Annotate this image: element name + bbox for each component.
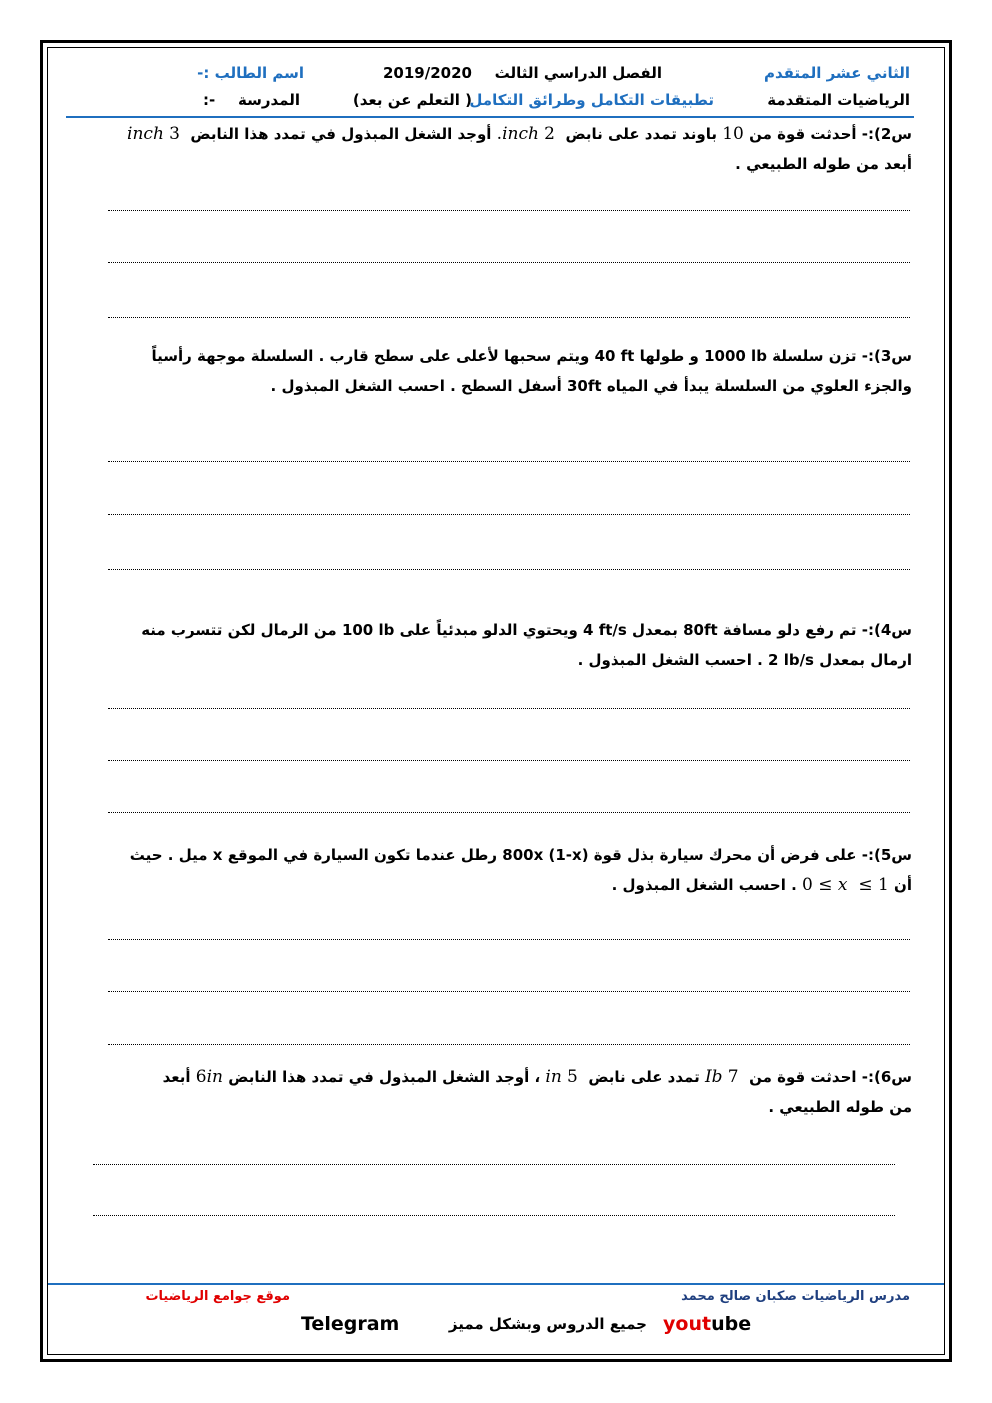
answer-line <box>108 210 910 211</box>
student-name-label: اسم الطالب :- <box>197 64 304 82</box>
question-5-variable: x <box>212 846 223 864</box>
header-divider <box>66 116 914 118</box>
answer-line <box>93 1164 895 1165</box>
youtube-label: youtube <box>663 1313 752 1335</box>
answer-line <box>108 760 910 761</box>
teacher-name: مدرس الرياضيات صكبان صالح محمد <box>681 1289 910 1304</box>
question-4 <box>72 615 912 675</box>
question-6-label: س6):- <box>861 1068 912 1086</box>
question-6-stretch: 5 <box>567 1067 578 1087</box>
question-2-extend-unit: inch <box>127 124 164 144</box>
question-5-label: س5):- <box>861 846 912 864</box>
question-3-weight: 1000 lb <box>704 347 767 365</box>
question-2 <box>72 119 912 179</box>
question-4-rate: 2 lb/s <box>768 651 814 669</box>
telegram-label: Telegram <box>301 1313 400 1335</box>
question-3-line-2: والجزء العلوي من السلسلة يبدأ في المياه 30ft أسفل السطح . احسب الشغل المبذول . <box>270 377 912 395</box>
footer-divider <box>48 1283 944 1285</box>
question-4-line-1: س4):- تم رفع دلو مسافة 80ft بمعدل 4 ft/s ويحتوي الدلو مبدئياً على 100 lb من الرمال لكن تتسرب منه <box>141 621 912 639</box>
question-4-sand: 100 lb <box>341 621 395 639</box>
question-6-extend: 6in <box>195 1067 223 1087</box>
answer-line <box>108 991 910 992</box>
question-2-stretch: 2. <box>496 124 555 144</box>
question-2-stretch-unit: inch <box>502 124 539 144</box>
question-5-line-2: أن 0 ≤ x ≤ 1 . احسب الشغل المبذول . <box>611 875 912 895</box>
answer-line <box>108 569 910 570</box>
site-name: موقع جوامع الرياضيات <box>145 1289 290 1304</box>
question-5-force-expression: 800x (1-x) <box>502 846 589 864</box>
answer-line <box>93 1215 895 1216</box>
question-6-force-unit: Ib <box>704 1067 723 1087</box>
question-3-length: 40 ft <box>594 347 635 365</box>
school-label: المدرسة <box>238 91 300 109</box>
school-year: 2019/2020 <box>383 64 472 82</box>
answer-line <box>108 1044 910 1045</box>
page-border-inner <box>47 47 945 1355</box>
question-4-label: س4):- <box>861 621 912 639</box>
answer-line <box>108 514 910 515</box>
question-2-line-2: أبعد من طوله الطبيعي . <box>735 155 912 173</box>
question-5-domain: 0 ≤ x ≤ 1 <box>802 875 889 895</box>
answer-line <box>108 317 910 318</box>
answer-line <box>108 939 910 940</box>
question-5-line-1: س5):- على فرض أن محرك سيارة بذل قوة 800x (1-x) رطل عندما تكون السيارة في الموقع x ميل . حيث <box>129 846 912 864</box>
question-4-speed: 4 ft/s <box>583 621 627 639</box>
topic-label: تطبيقات التكامل وطرائق التكامل <box>469 91 714 109</box>
question-6-line-2: من طوله الطبيعي . <box>768 1098 912 1116</box>
answer-line <box>108 812 910 813</box>
subject-label: الرياضيات المتقدمة <box>767 91 910 109</box>
question-2-extend: 3 <box>169 124 180 144</box>
question-5 <box>82 840 912 900</box>
question-3-label: س3):- <box>861 347 912 365</box>
answer-line <box>108 708 910 709</box>
question-6 <box>92 1062 912 1122</box>
answer-line <box>108 262 910 263</box>
question-6-line-1: س6):- احدثت قوة من Ib 7 تمدد على نابض in 5 ، أوجد الشغل المبذول في تمدد هذا النابض 6in أبعد <box>162 1067 912 1087</box>
question-3-depth: 30ft <box>567 377 602 395</box>
semester-label: الفصل الدراسي الثالث <box>494 64 662 82</box>
grade-label: الثاني عشر المتقدم <box>763 64 910 82</box>
mode-label: ( التعلم عن بعد) <box>352 91 472 109</box>
question-4-distance: 80ft <box>683 621 718 639</box>
question-4-line-2: ارمال بمعدل 2 lb/s . احسب الشغل المبذول . <box>577 651 912 669</box>
question-3-line-1: س3):- تزن سلسلة 1000 lb و طولها 40 ft ويتم سحبها لأعلى على سطح قارب . السلسلة موجهة رأسياً <box>151 347 912 365</box>
question-2-line-1: س2):- أحدثت قوة من 10 باوند تمدد على نابض inch 2. أوجد الشغل المبذول في تمدد هذا النابض inch 3 <box>127 124 912 144</box>
question-2-label: س2):- <box>861 125 912 143</box>
lessons-tagline: جميع الدروس وبشكل مميز <box>448 1315 647 1333</box>
answer-line <box>108 461 910 462</box>
question-6-stretch-unit: in <box>545 1067 562 1087</box>
question-2-force: 10 <box>722 124 744 144</box>
question-3 <box>92 341 912 401</box>
question-6-force: 7 <box>727 1067 739 1087</box>
school-suffix: :- <box>203 91 216 109</box>
